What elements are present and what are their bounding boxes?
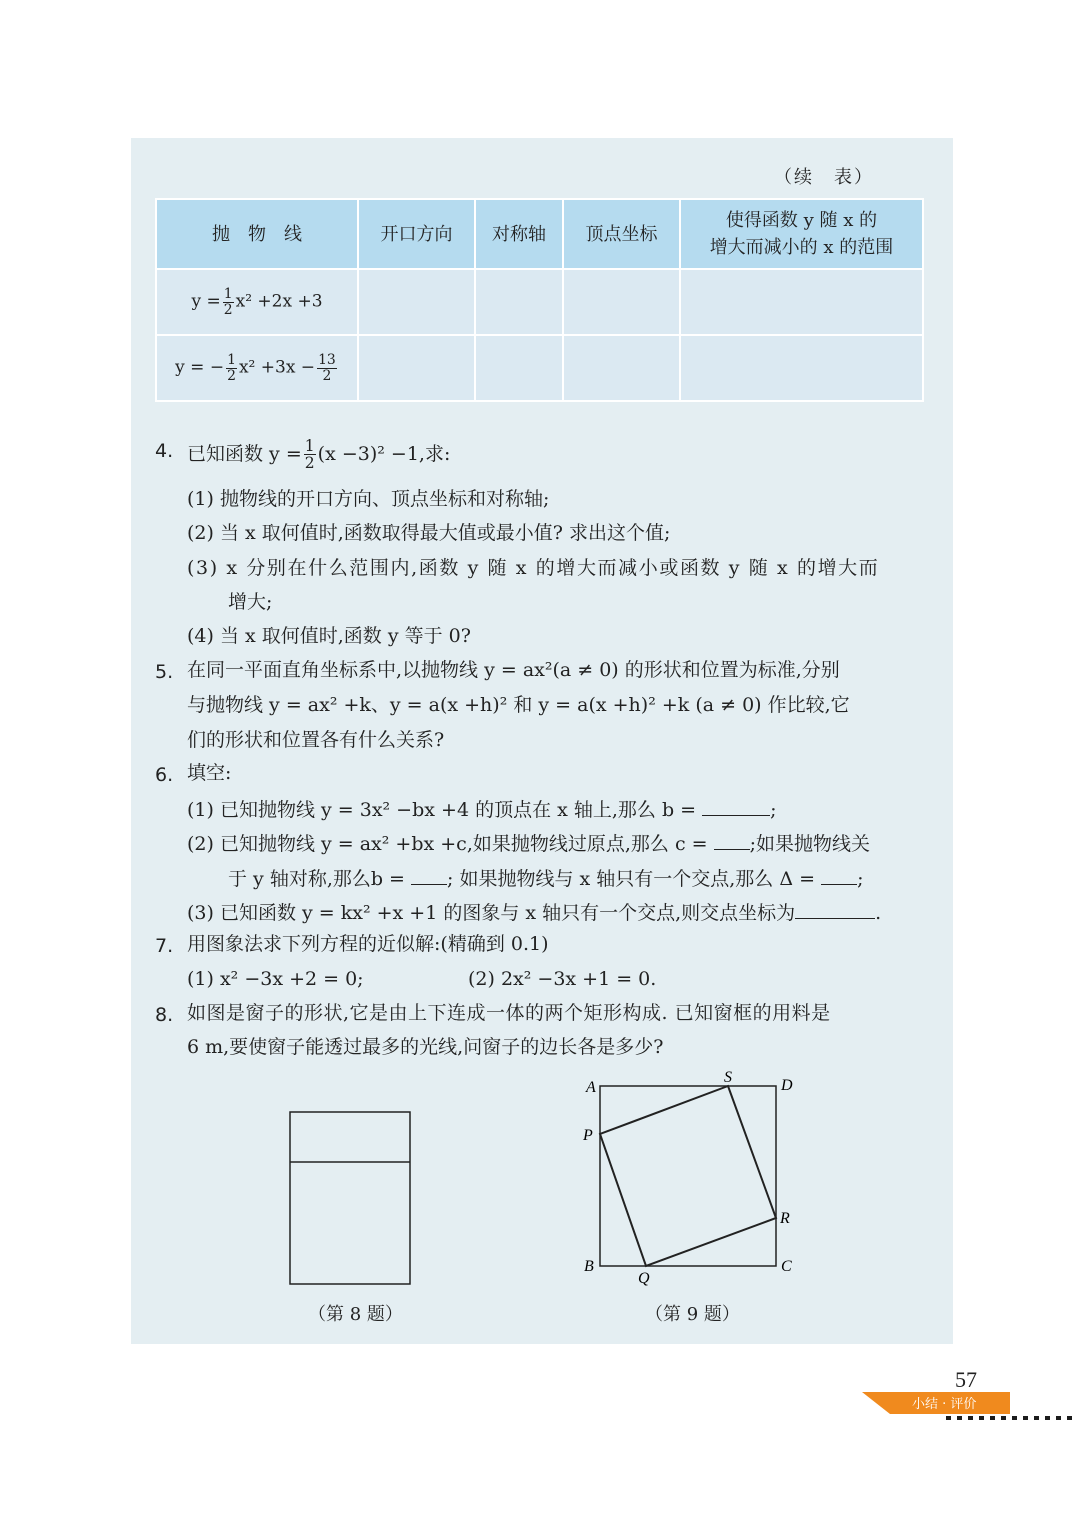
row2-fraction-1 <box>226 353 237 383</box>
q4-numerator: 1 <box>304 437 315 455</box>
q5-line-1: 在同一平面直角坐标系中,以抛物线 y = ax²(a ≠ 0) 的形状和位置为标准,分别 <box>187 659 840 681</box>
q4-sub-2: (2) 当 x 取何值时,函数取得最大值或最小值? 求出这个值; <box>187 522 671 544</box>
q6-blank-delta[interactable] <box>821 866 857 885</box>
table-row <box>156 335 923 401</box>
q4-sub-3-cont: 增大; <box>228 591 273 613</box>
row2-denominator-1: 2 <box>227 367 236 384</box>
q6-sub-3-end: . <box>875 902 882 924</box>
q6-blank-point[interactable] <box>795 900 875 919</box>
row2-denominator-2: 2 <box>322 367 332 384</box>
q8-line-1: 如图是窗子的形状,它是由上下连成一体的两个矩形构成. 已知窗框的用料是 <box>187 1002 831 1024</box>
q4-sub-4: (4) 当 x 取何值时,函数 y 等于 0? <box>187 625 471 647</box>
header-opening: 开口方向 <box>358 199 475 269</box>
q4-stem-b: (x −3)² −1,求: <box>317 442 451 465</box>
row1-numerator: 1 <box>223 285 233 302</box>
row2-range-cell[interactable] <box>680 335 923 401</box>
window-figure <box>288 1110 414 1288</box>
q6-sub-2-text-b: ;如果抛物线关 <box>749 833 870 855</box>
row2-axis-cell[interactable] <box>475 335 563 401</box>
q6-sub-3 <box>187 900 881 924</box>
q4-sub-3: (3) x 分别在什么范围内,函数 y 随 x 的增大而减小或函数 y 随 x 的增大而 <box>187 557 880 579</box>
table-header-row <box>156 199 923 269</box>
q7-equation-2: (2) 2x² −3x +1 = 0. <box>468 968 657 990</box>
label-B: B <box>584 1258 594 1275</box>
row1-part-a: y = <box>191 291 221 312</box>
section-tag <box>862 1392 1012 1416</box>
q6-number: 6. <box>155 764 174 786</box>
continued-label: （续 表） <box>774 167 874 188</box>
inner-square <box>600 1086 776 1266</box>
q4-number: 4. <box>155 440 174 462</box>
row2-part-a: y = − <box>175 357 225 378</box>
q6-sub-1-text: (1) 已知抛物线 y = 3x² −bx +4 的顶点在 x 轴上,那么 b = <box>187 799 697 821</box>
row2-vertex-cell[interactable] <box>563 335 680 401</box>
q6-sub-3-text: (3) 已知函数 y = kx² +x +1 的图象与 x 轴只有一个交点,则交点坐标为 <box>187 902 796 924</box>
row2-opening-cell[interactable] <box>358 335 475 401</box>
row1-formula <box>156 269 358 335</box>
q6-sub-2-text-d: ; 如果抛物线与 x 轴只有一个交点,那么 Δ = <box>447 868 816 890</box>
q7-number: 7. <box>155 935 174 957</box>
q5-line-2: 与抛物线 y = ax² +k、y = a(x +h)² 和 y = a(x +h)² +k (a ≠ 0) 作比较,它 <box>187 694 850 716</box>
row2-fraction-2 <box>317 353 337 383</box>
row1-range-cell[interactable] <box>680 269 923 335</box>
label-C: C <box>781 1258 792 1275</box>
q5-number: 5. <box>155 661 174 683</box>
q6-sub-1-end: ; <box>770 799 777 821</box>
q4-stem-a: 已知函数 y = <box>187 442 302 465</box>
q8-line-2: 6 m,要使窗子能透过最多的光线,问窗子的边长各是多少? <box>187 1036 664 1058</box>
q6-title: 填空: <box>187 762 232 784</box>
table-row <box>156 269 923 335</box>
q4-sub-1: (1) 抛物线的开口方向、顶点坐标和对称轴; <box>187 488 550 510</box>
label-A: A <box>586 1079 596 1096</box>
label-S: S <box>724 1069 732 1086</box>
q6-sub-1 <box>187 797 777 821</box>
header-range-line1: 使得函数 y 随 x 的 <box>725 210 878 231</box>
row1-axis-cell[interactable] <box>475 269 563 335</box>
row2-numerator-1: 1 <box>227 351 236 368</box>
q6-blank-c[interactable] <box>714 831 750 850</box>
section-tag-label: 小结 · 评价 <box>912 1397 977 1412</box>
row1-fraction <box>223 287 234 317</box>
q6-blank-b1[interactable] <box>702 797 770 816</box>
q4-stem <box>187 438 450 472</box>
label-R: R <box>780 1210 790 1227</box>
row1-vertex-cell[interactable] <box>563 269 680 335</box>
parabola-table <box>155 198 924 402</box>
q6-sub-2-text: (2) 已知抛物线 y = ax² +bx +c,如果抛物线过原点,那么 c = <box>187 833 708 855</box>
header-range-line2: 增大而减小的 x 的范围 <box>709 237 894 258</box>
q6-sub-2 <box>187 831 870 855</box>
row2-numerator-2: 13 <box>318 351 336 368</box>
q4-fraction <box>304 438 316 472</box>
fig9-caption: （第 9 题） <box>645 1304 740 1325</box>
page-number: 57 <box>955 1367 977 1392</box>
q6-sub-2-end: ; <box>857 868 864 890</box>
row2-part-b: x² +3x − <box>238 357 316 378</box>
q6-sub-2-text-c: 于 y 轴对称,那么b = <box>228 868 405 890</box>
fig8-caption: （第 8 题） <box>308 1304 403 1325</box>
square-figure <box>578 1068 808 1288</box>
label-Q: Q <box>638 1270 650 1287</box>
q4-denominator: 2 <box>304 454 315 473</box>
row1-denominator: 2 <box>223 301 233 318</box>
row1-opening-cell[interactable] <box>358 269 475 335</box>
header-range <box>680 199 923 269</box>
outer-square <box>600 1086 776 1266</box>
label-P: P <box>583 1127 593 1144</box>
header-vertex: 顶点坐标 <box>563 199 680 269</box>
window-frame <box>290 1112 410 1284</box>
row1-part-b: x² +2x +3 <box>235 291 323 312</box>
footer-dots <box>946 1416 1074 1420</box>
header-parabola: 抛 物 线 <box>156 199 358 269</box>
q7-title: 用图象法求下列方程的近似解:(精确到 0.1) <box>187 933 549 955</box>
header-axis: 对称轴 <box>475 199 563 269</box>
label-D: D <box>781 1077 793 1094</box>
q5-line-3: 们的形状和位置各有什么关系? <box>187 729 445 751</box>
q6-blank-b2[interactable] <box>411 866 447 885</box>
q7-equation-1: (1) x² −3x +2 = 0; <box>187 968 364 990</box>
q8-number: 8. <box>155 1004 174 1026</box>
row2-formula <box>156 335 358 401</box>
q6-sub-2-cont <box>228 866 863 890</box>
